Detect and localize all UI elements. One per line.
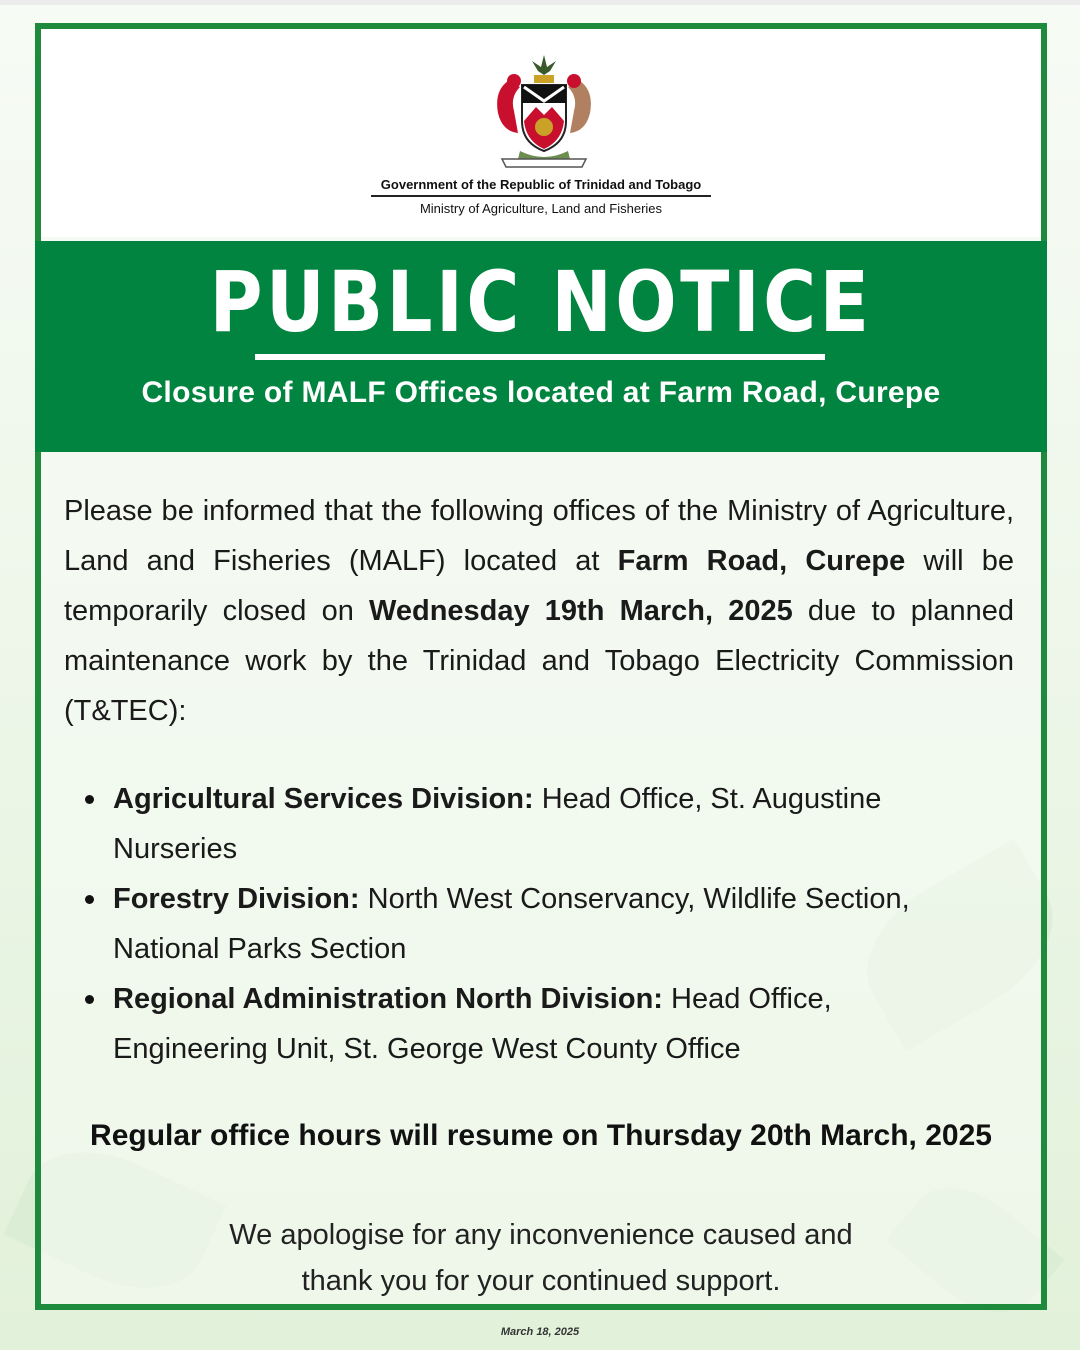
list-item [113, 874, 993, 974]
header [41, 29, 1041, 237]
apology-line: thank you for your continued support. [301, 1265, 781, 1297]
page-title: PUBLIC NOTICE [209, 253, 873, 351]
list-item [113, 974, 993, 1074]
notice-frame [35, 23, 1047, 1310]
ministry-name: Ministry of Agriculture, Land and Fisheries [419, 201, 663, 216]
apology-line: We apologise for any inconvenience caused and [229, 1219, 853, 1251]
bullet-icon [85, 995, 94, 1004]
divider [371, 195, 711, 197]
closure-date-text: Wednesday 19th March, 2025 [369, 595, 793, 627]
apology-text [41, 1212, 1041, 1304]
notice-paragraph [64, 486, 1014, 736]
location-text: Farm Road, Curepe [617, 545, 906, 577]
footer-date: March 18, 2025 [500, 1326, 580, 1338]
resume-notice: Regular office hours will resume on Thursday 20th March, 2025 [90, 1119, 992, 1152]
title-banner [35, 241, 1047, 452]
division-units: Head Office, Engineering Unit, St. George West County Office [113, 983, 832, 1065]
paragraph-text: Please be informed that the following offices of the Ministry of Agriculture, Land and Fisheries (MALF) located at [64, 495, 1014, 577]
bullet-icon [85, 895, 94, 904]
government-name: Government of the Republic of Trinidad and Tobago [380, 177, 702, 192]
coat-of-arms-icon [484, 51, 604, 173]
notice-subtitle: Closure of MALF Offices located at Farm Road, Curepe [141, 376, 941, 409]
division-units: North West Conservancy, Wildlife Section, National Parks Section [113, 883, 910, 965]
office-list [113, 774, 993, 1074]
top-strip [0, 0, 1080, 5]
division-name: Forestry Division: [113, 883, 360, 915]
bullet-icon [85, 795, 94, 804]
paragraph-text: will be temporarily closed on [64, 545, 1014, 627]
title-underline [255, 354, 825, 360]
division-units: Head Office, St. Augustine Nurseries [113, 783, 882, 865]
division-name: Regional Administration North Division: [113, 983, 663, 1015]
paragraph-text: due to planned maintenance work by the Trinidad and Tobago Electricity Commission (T&TEC): [64, 595, 1014, 727]
list-item [113, 774, 993, 874]
division-name: Agricultural Services Division: [113, 783, 534, 815]
